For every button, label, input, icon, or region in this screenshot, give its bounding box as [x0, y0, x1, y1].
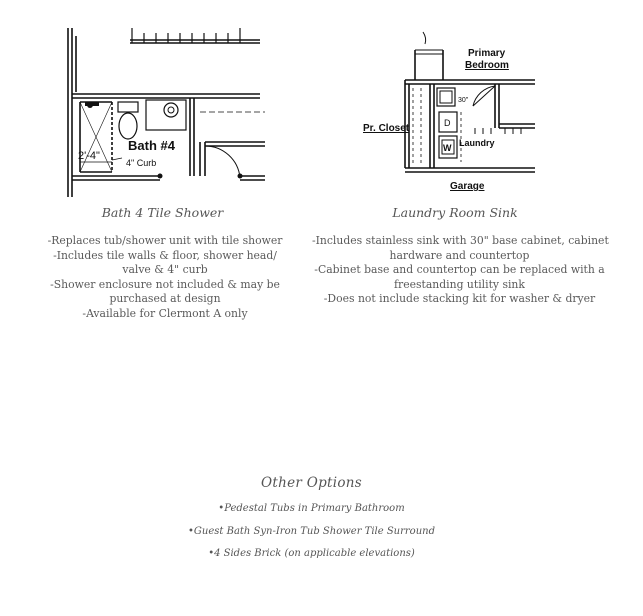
plan-dryer-mark: D [444, 118, 451, 128]
description-line: -Available for Clermont A only [82, 306, 248, 320]
plan-sink-size: 30" [458, 97, 469, 104]
description-line: valve & 4" curb [122, 263, 208, 276]
other-options-list [0, 501, 623, 569]
plan-washer-mark: W [443, 143, 452, 153]
description-line: freestanding utility sink [394, 277, 525, 291]
plan-curb-label: 4" Curb [126, 158, 157, 168]
plan-laundry-label: Laundry [459, 138, 495, 148]
other-option-item: •Guest Bath Syn-Iron Tub Shower Tile Surround [188, 525, 435, 537]
plan-bedroom-label-1: Primary [468, 48, 506, 59]
description-line: -Shower enclosure not included & may be [50, 277, 280, 291]
description-line: hardware and countertop [389, 248, 530, 262]
plan-dimension-label: 2'-4" [78, 150, 100, 162]
description-line: -Cabinet base and countertop can be replaced with a [314, 263, 605, 276]
plan-garage-label: Garage [450, 181, 485, 192]
description-line: -Replaces tub/shower unit with tile shower [47, 234, 283, 247]
other-option-item: •Pedestal Tubs in Primary Bathroom [218, 503, 405, 514]
other-option-item: •4 Sides Brick (on applicable elevations) [208, 548, 415, 559]
description-line: -Includes tile walls & floor, shower head/ [53, 248, 277, 262]
laundry-sink-title: Laundry Room Sink [392, 205, 518, 220]
plan-closet-label: Pr. Closet [363, 123, 410, 134]
bath-4-description [40, 234, 290, 321]
other-options-title: Other Options [260, 475, 363, 491]
plan-bedroom-label-2: Bedroom [465, 60, 509, 71]
description-line: -Does not include stacking kit for washer & dryer [323, 292, 596, 305]
description-line: purchased at design [109, 292, 221, 305]
description-line: -Includes stainless sink with 30" base cabinet, cabinet [312, 234, 609, 247]
laundry-floor-plan [355, 22, 545, 194]
bath-4-title: Bath 4 Tile Shower [101, 205, 224, 220]
bath-4-floor-plan [60, 22, 265, 204]
laundry-sink-description [312, 234, 607, 307]
plan-room-label: Bath #4 [128, 138, 175, 153]
